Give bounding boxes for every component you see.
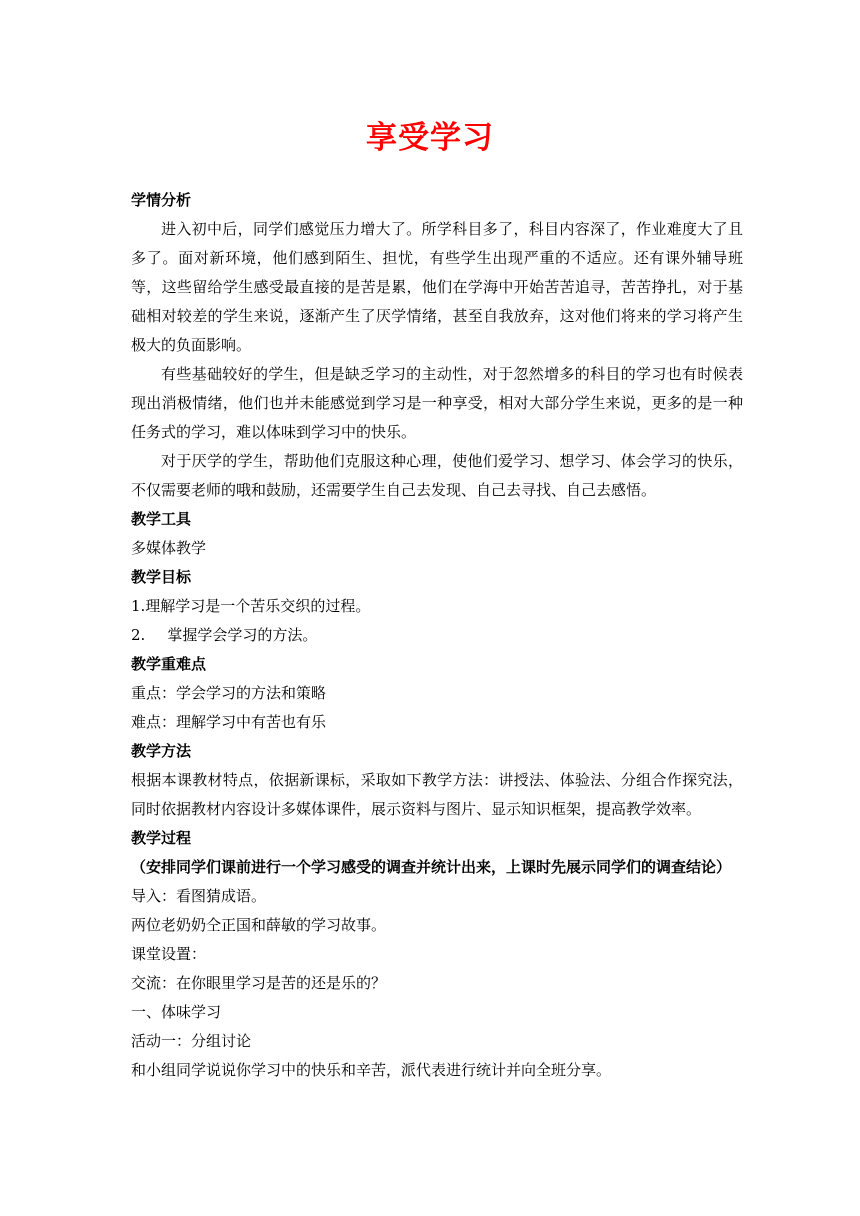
goal-item-2-text: 掌握学会学习的方法。 bbox=[167, 626, 318, 644]
process-line-exchange: 交流：在你眼里学习是苦的还是乐的？ bbox=[131, 974, 387, 992]
analysis-paragraph-3: 对于厌学的学生，帮助他们克服这种心理，使他们爱学习、想学习、体会学习的快乐，不仅需要老师的哦和鼓励，还需要学生自己去发现、自己去寻找、自己去感悟。 bbox=[131, 452, 743, 499]
goal-item-2 bbox=[131, 621, 743, 650]
goal-item-2-number: 2. bbox=[131, 626, 146, 644]
key-point-difficulty: 难点：理解学习中有苦也有乐 bbox=[131, 713, 327, 731]
process-line-story: 两位老奶奶仝正国和薛敏的学习故事。 bbox=[131, 916, 387, 934]
process-line-share: 和小组同学说说你学习中的快乐和辛苦，派代表进行统计并向全班分享。 bbox=[131, 1061, 612, 1079]
heading-goals: 教学目标 bbox=[131, 568, 192, 586]
tools-text: 多媒体教学 bbox=[131, 539, 207, 557]
process-line-activity-1: 活动一：分组讨论 bbox=[131, 1032, 252, 1050]
process-line-intro: 导入：看图猜成语。 bbox=[131, 887, 267, 905]
process-note: （安排同学们课前进行一个学习感受的调查并统计出来，上课时先展示同学们的调查结论） bbox=[131, 858, 732, 876]
heading-analysis: 学情分析 bbox=[131, 191, 192, 209]
heading-key-points: 教学重难点 bbox=[131, 655, 207, 673]
key-point-focus: 重点：学会学习的方法和策略 bbox=[131, 684, 327, 702]
document-body bbox=[131, 186, 743, 1085]
document-title: 享受学习 bbox=[366, 120, 494, 156]
heading-tools: 教学工具 bbox=[131, 510, 192, 528]
analysis-paragraph-2: 有些基础较好的学生，但是缺乏学习的主动性，对于忽然增多的科目的学习也有时候表现出消极情绪，他们也并未能感觉到学习是一种享受，相对大部分学生来说，更多的是一种任务式的学习，难以体味到学习中的快乐。 bbox=[131, 365, 743, 441]
process-line-section-1: 一、体味学习 bbox=[131, 1003, 222, 1021]
methods-text: 根据本课教材特点，依据新课标，采取如下教学方法：讲授法、体验法、分组合作探究法，同时依据教材内容设计多媒体课件，展示资料与图片、显示知识框架，提高教学效率。 bbox=[131, 771, 743, 818]
process-line-setup: 课堂设置： bbox=[131, 945, 207, 963]
goal-item-1: 1.理解学习是一个苦乐交织的过程。 bbox=[131, 597, 371, 615]
heading-methods: 教学方法 bbox=[131, 742, 192, 760]
analysis-paragraph-1: 进入初中后，同学们感觉压力增大了。所学科目多了，科目内容深了，作业难度大了且多了。面对新环境，他们感到陌生、担忧，有些学生出现严重的不适应。还有课外辅导班等，这些留给学生感受最直接的是苦是累，他们在学海中开始苦苦追寻，苦苦挣扎，对于基础相对较差的学生来说，逐渐产生了厌学情绪，甚至自我放弃，这对他们将来的学习将产生极大的负面影响。 bbox=[131, 220, 743, 354]
heading-process: 教学过程 bbox=[131, 829, 192, 847]
